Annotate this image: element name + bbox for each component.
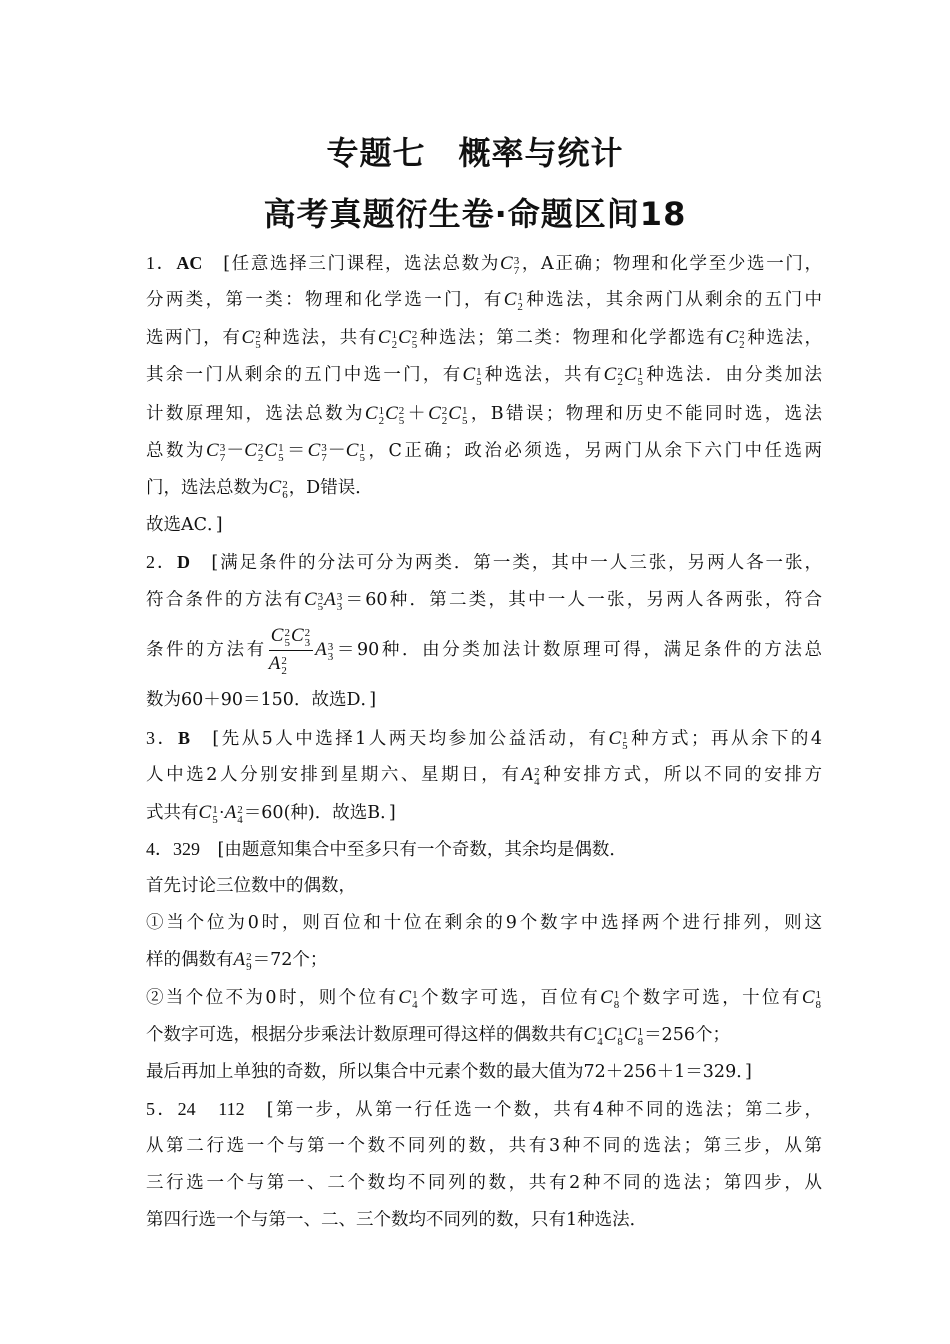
q3-text: 种方式；再从余下的4 [628,729,823,749]
title-topic: 专题七 概率与统计 [326,134,624,172]
q1-line-8: 故选AC．] [146,515,223,535]
math-symbol: C [345,440,359,461]
math-index: 1 5 [476,366,482,388]
q1-text: 种选法，共有 [261,328,378,348]
q1-line-2 [146,286,822,314]
q3-answer: B [177,728,190,748]
math-index: 1 2 [391,329,398,351]
math-symbol: C [385,403,398,424]
math-symbol: C [264,440,278,461]
q4-text: 个数字可选，百位有 [418,988,601,1008]
fraction-numerator [269,625,313,651]
q2-text: [满足条件的分法可分为两类．第一类，其中一人三张，另两人各一张， [211,553,822,573]
math-index: 2 6 [282,479,288,501]
math-index: 2 2 [739,329,745,351]
math-index: 2 2 [257,442,264,464]
q1-text: 种选法，共有 [482,365,604,385]
q1-text: 选两门，有 [146,328,242,348]
math-index: 3 7 [219,442,226,464]
q3-line-2 [146,761,822,789]
q4-text: [由题意知集合中至多只有一个奇数，其余均是偶数． [217,840,627,860]
q1-number: 1． [146,253,177,273]
q1-text: 门，选法总数为 [146,478,269,498]
math-index: 2 5 [284,627,290,649]
q1-text: 分两类，第一类：物理和化学选一门，有 [146,290,504,310]
q1-line-5 [146,399,822,428]
q1-text: [任意选择三门课程，选法总数为 [223,254,501,274]
math-operator: ＋ [405,403,429,423]
q2-text: ＝60种．第二类，其中一人一张，另两人各两张，符合 [343,590,822,610]
q3-text: 种安排方式，所以不同的安排方 [540,765,823,785]
math-symbol: C [623,364,637,385]
q5-line-3: 三行选一个与第一、二个数均不同列的数，共有2种不同的选法；第四步，从 [146,1173,822,1193]
fraction-denominator [269,651,313,676]
q5-line-1 [146,1095,822,1124]
math-index: 1 5 [461,405,468,427]
q4-number: 4． [146,839,173,859]
math-index: 2 3 [304,627,311,649]
q2-text: ＝90种．由分类加法计数原理可得，满足条件的方法总 [334,640,822,660]
math-symbol: C [398,327,411,348]
q1-line-1 [146,249,822,278]
q1-line-4 [146,361,822,389]
math-index: 2 5 [255,329,261,351]
math-index: 1 5 [637,366,643,388]
math-operator: － [226,440,245,460]
q3-text: 人中选2人分别安排到星期六、星期日，有 [146,765,522,785]
math-symbol: C [623,1024,637,1045]
q4-text: 个数字可选，根据分步乘法计数原理可得这样的偶数共有 [146,1025,584,1045]
math-index: 3 7 [513,255,520,277]
q4-text: 个数字可选，十位有 [620,988,802,1008]
q2-text: 符合条件的方法有 [146,590,304,610]
q4-line-3: ①当个位为0时，则百位和十位在剩余的9个数字中选择两个进行排列，则这 [146,913,822,933]
math-index: 1 5 [359,442,365,464]
math-symbol: C [603,1024,617,1045]
math-symbol: C [801,987,815,1008]
math-operator: ＝ [284,440,308,460]
math-symbol: C [603,364,617,385]
math-symbol: A [233,949,246,970]
q4-line-7: 最后再加上单独的奇数，所以集合中元素个数的最大值为72＋256＋1＝329．] [146,1062,752,1082]
q3-text: [先从5人中选择1人两天均参加公益活动，有 [212,729,609,749]
math-symbol: C [307,440,321,461]
math-symbol: C [725,327,739,348]
math-symbol: C [462,364,476,385]
math-symbol: C [428,403,441,424]
math-index: 3 5 [317,591,324,613]
q4-text: ②当个位不为0时，则个位有 [146,988,399,1008]
math-symbol: A [324,589,336,610]
math-index: 2 2 [441,405,448,427]
title-exam: 高考真题衍生卷·命题区间18 [263,195,687,233]
q3-text: ＝60(种)．故选B．] [243,803,396,823]
math-index: 3 3 [327,641,334,663]
q5-number: 5． [146,1099,178,1119]
math-index: 1 5 [278,442,284,464]
math-symbol: C [241,327,255,348]
math-symbol: C [377,327,391,348]
q5-answer: 24 112 [177,1099,245,1119]
math-symbol: C [270,625,284,646]
q5-text: [第一步，从第一行任选一个数，共有4种不同的选法；第二步， [266,1100,823,1120]
q4-line-5 [146,984,822,1012]
q1-text: 其余一门从剩余的五门中选一门，有 [146,365,463,385]
q5-line-2: 从第二行选一个与第一个数不同列的数，共有3种不同的选法；第三步，从第 [146,1136,822,1156]
q2-line-4: 数为60＋90＝150．故选D．] [146,690,377,710]
math-index: 1 5 [212,804,218,826]
math-operator: － [327,440,346,460]
fraction [269,625,313,676]
q4-line-6 [146,1021,730,1049]
q1-text: ，B错误；物理和历史不能同时选，选法 [468,404,823,424]
q4-text: 样的偶数有 [146,950,234,970]
math-symbol: C [500,253,513,274]
math-symbol: A [521,764,534,785]
q2-line-2 [146,586,822,614]
math-index: 1 8 [637,1026,644,1048]
q4-text: ＝256个； [644,1025,730,1045]
q2-answer: D [176,552,190,572]
q1-text: 种选法， [745,328,823,348]
q1-text: 种选法．由分类加法 [644,365,823,385]
q1-text: 种选法，其余两门从剩余的五门中 [523,290,823,310]
q1-text: 总数为 [146,441,207,461]
q1-line-3 [146,324,822,352]
math-symbol: C [206,440,219,461]
math-index: 2 5 [411,329,418,351]
q4-line-4 [146,946,327,974]
q1-line-6 [146,436,822,465]
math-index: 2 5 [398,405,405,427]
q4-line-1 [146,835,627,864]
math-symbol: C [303,589,317,610]
math-symbol: A [224,802,237,823]
math-symbol: C [244,440,257,461]
math-symbol: C [268,477,282,498]
math-symbol: C [290,625,304,646]
q2-line-3 [146,624,822,676]
q3-line-3 [146,798,396,827]
math-index: 2 9 [246,951,252,973]
math-index: 1 8 [613,989,620,1011]
q1-text: 种选法；第二类：物理和化学都选有 [418,328,726,348]
math-symbol: C [583,1024,597,1045]
math-symbol: A [315,639,327,660]
q1-text: ，D错误． [288,478,373,498]
math-symbol: A [268,653,281,674]
q2-number: 2． [146,552,177,572]
q1-text: ，C正确；政治必须选，另两门从余下六门中任选两 [365,441,823,461]
math-symbol: C [398,987,412,1008]
math-index: 1 2 [517,291,523,313]
math-index: 3 3 [336,591,343,613]
q1-text: 计数原理知，选法总数为 [146,404,365,424]
q2-line-1 [146,548,822,577]
math-index: 2 2 [281,655,287,677]
math-operator: · [218,802,225,822]
q1-answer: AC [176,253,203,273]
q2-text: 条件的方法有 [146,640,267,660]
math-index: 1 8 [617,1026,623,1048]
q5-line-4: 第四行选一个与第一、二、三个数均不同列的数，只有1种选法． [146,1210,648,1230]
q4-text: ＝72个； [252,950,328,970]
q1-line-7 [146,474,373,502]
math-index: 2 2 [617,366,623,388]
math-symbol: C [448,403,461,424]
math-index: 1 2 [378,405,385,427]
math-index: 1 4 [412,989,418,1011]
math-index: 1 5 [622,730,628,752]
math-symbol: C [364,403,378,424]
math-index: 2 4 [534,766,540,788]
q1-text: ，A正确；物理和化学至少选一门， [520,254,823,274]
math-symbol: C [503,289,517,310]
q4-line-2: 首先讨论三位数中的偶数， [146,876,356,896]
math-symbol: C [608,728,622,749]
q3-number: 3． [146,728,178,748]
math-symbol: C [600,987,613,1008]
math-index: 1 4 [597,1026,603,1048]
q4-answer: 329 [173,839,200,859]
math-index: 2 4 [237,804,243,826]
math-symbol: C [198,802,212,823]
math-index: 3 7 [321,442,327,464]
math-index: 1 8 [815,989,821,1011]
q3-text: 式共有 [146,803,199,823]
q3-line-1 [146,724,822,753]
